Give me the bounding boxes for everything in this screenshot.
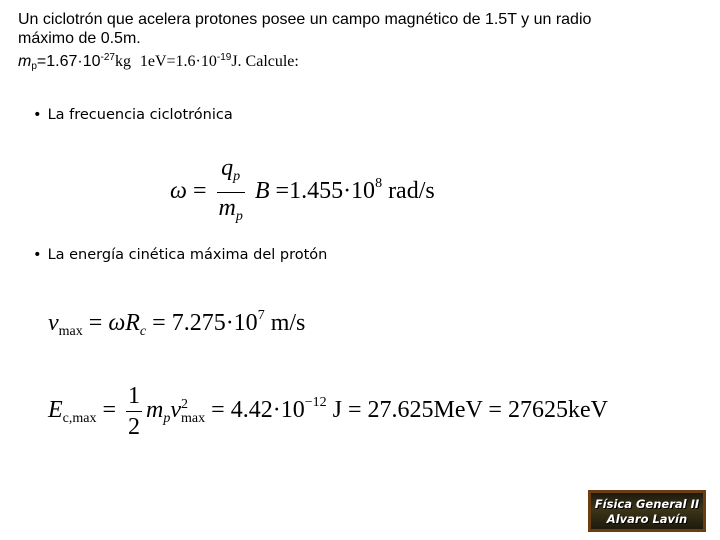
field-symbol: B <box>254 178 270 205</box>
velocity-symbol: v <box>170 397 182 424</box>
energy-subscript: c,max <box>62 411 97 427</box>
charge-mass-fraction <box>217 153 245 232</box>
mass-subscript: p <box>235 209 243 224</box>
velocity-subscript: max <box>181 410 206 426</box>
energy-joule-value: 4.42·10 <box>230 397 305 424</box>
energy-kev-unit: keV <box>567 397 608 424</box>
bullet-dot: • <box>33 107 42 123</box>
velocity-unit: m/s <box>270 310 306 336</box>
energy-mev-value: 27.625 <box>367 397 434 424</box>
fraction-denominator: 2 <box>128 414 141 440</box>
radius-subscript: c <box>139 324 147 339</box>
problem-statement <box>18 10 708 76</box>
equals-sign: = <box>192 178 207 205</box>
bullet-cyclotron-frequency <box>33 107 233 123</box>
omega-exponent: 8 <box>375 176 383 192</box>
bullet-label: La frecuencia ciclotrónica <box>47 107 233 123</box>
equation-max-velocity <box>48 308 305 340</box>
ev-conversion-tail: J. Calcule: <box>231 53 299 70</box>
bullet-dot: • <box>33 247 42 263</box>
proton-mass-subscript: p <box>31 61 37 72</box>
equals-sign: = <box>347 397 362 424</box>
velocity-exponent: 7 <box>257 308 265 323</box>
equals-sign: = <box>275 178 290 205</box>
energy-kev-value: 27625 <box>507 397 568 424</box>
energy-symbol: E <box>48 397 63 424</box>
charge-symbol: q <box>221 155 234 181</box>
omega-value: 1.455·10 <box>289 178 376 205</box>
problem-line-2: máximo de 0.5m. <box>18 30 141 47</box>
omega-unit: rad/s <box>388 178 435 205</box>
problem-line-1: Un ciclotrón que acelera protones posee un campo magnético de 1.5T y un radio <box>18 11 592 28</box>
fraction-denominator <box>217 193 245 232</box>
equals-sign: = <box>152 310 166 336</box>
proton-mass-value: =1.67·10 <box>36 53 101 70</box>
energy-joule-exponent: −12 <box>304 395 327 411</box>
one-half-fraction <box>126 381 142 442</box>
velocity-subscript: max <box>58 324 83 339</box>
energy-joule-unit: J <box>332 397 342 424</box>
proton-mass-exponent: -27 <box>100 52 115 63</box>
equals-sign: = <box>211 397 225 424</box>
proton-mass-symbol: m <box>18 53 32 70</box>
velocity-value: 7.275·10 <box>171 310 258 336</box>
ev-conversion-exponent: -19 <box>216 52 232 63</box>
bullet-label: La energía cinética máxima del protón <box>47 247 328 263</box>
bullet-max-kinetic-energy <box>33 247 327 263</box>
fraction-numerator <box>217 153 245 193</box>
author-name: Alvaro Lavín <box>606 512 688 526</box>
equals-sign: = <box>488 397 502 424</box>
proton-mass-unit: kg <box>114 53 131 70</box>
mass-symbol: m <box>218 195 236 221</box>
equals-sign: = <box>102 397 117 424</box>
omega-symbol: ω <box>170 178 187 205</box>
mass-symbol: m <box>146 397 164 424</box>
velocity-symbol: v <box>48 310 59 336</box>
charge-subscript: p <box>233 169 241 184</box>
course-badge <box>588 490 706 532</box>
energy-mev-unit: MeV <box>433 397 483 424</box>
equation-max-kinetic-energy <box>48 381 608 442</box>
problem-line-3 <box>18 48 708 76</box>
equals-sign: = <box>88 310 103 336</box>
mass-subscript: p <box>163 411 171 427</box>
ev-conversion: 1eV=1.6·10 <box>139 53 217 70</box>
fraction-numerator: 1 <box>126 381 142 412</box>
course-name: Física General II <box>594 497 700 511</box>
equation-angular-frequency <box>170 153 435 232</box>
omega-radius-product: ωR <box>108 310 140 336</box>
velocity-squared: 2 <box>181 396 189 412</box>
